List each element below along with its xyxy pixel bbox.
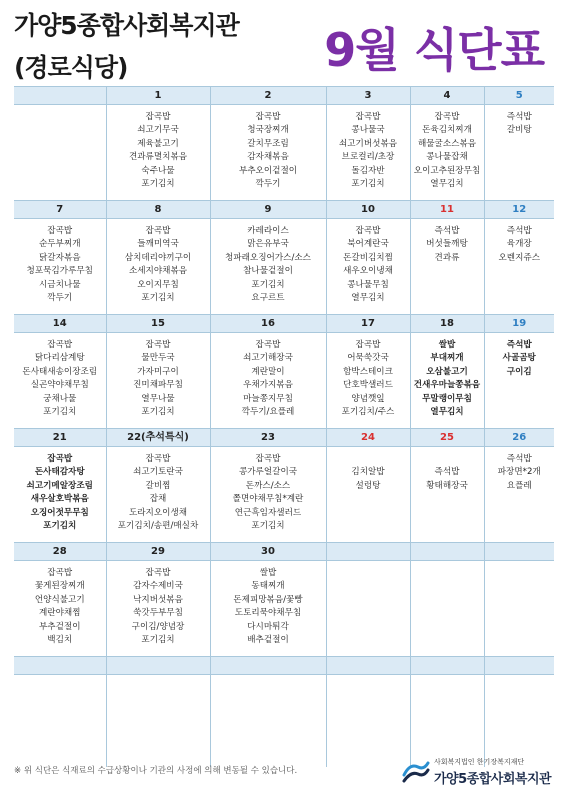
menu-item: 포기김치 (351, 179, 385, 190)
empty-header-row (14, 657, 554, 675)
menu-list (327, 219, 410, 305)
menu-item: 감자채볶음 (247, 152, 289, 163)
day-number: 29 (106, 543, 210, 561)
menu-item: 닭갈자볶음 (38, 252, 81, 263)
menu-item: 부대찌개 (430, 353, 464, 364)
menu-list (107, 333, 210, 419)
day-menu-cell (326, 219, 410, 315)
day-menu-cell (410, 333, 484, 429)
menu-item: 동태찌개 (251, 581, 285, 592)
empty-row (14, 675, 554, 768)
menu-item: 구이김/양념장 (131, 621, 185, 632)
menu-row (14, 333, 554, 429)
empty-cell (410, 675, 484, 768)
day-number: 30 (210, 543, 326, 561)
day-menu-cell (210, 561, 326, 657)
menu-item: 쇠고기메알장조림 (26, 480, 93, 491)
menu-list (14, 219, 106, 305)
menu-item: 즉석밥 (434, 226, 460, 236)
day-menu-cell (484, 219, 554, 315)
menu-row (14, 105, 554, 201)
menu-item: 열무김치 (430, 407, 464, 418)
menu-list (485, 333, 555, 379)
day-number: 11 (410, 201, 484, 219)
menu-item: 우채가지볶음 (243, 380, 293, 391)
menu-item: 포기김치/송편/매실차 (117, 521, 199, 532)
menu-item: 마늘쫑지무침 (243, 393, 293, 404)
menu-item: 돈사태새송이장조림 (22, 366, 98, 377)
day-menu-cell (326, 105, 410, 201)
menu-item: 콩나물잡채 (426, 152, 468, 163)
menu-item: 제육불고기 (137, 138, 179, 149)
day-menu-cell (210, 333, 326, 429)
menu-item: 단호박샐러드 (343, 380, 393, 391)
month-title: 9월 식단표 (324, 23, 544, 77)
menu-item: 돈육김치찌개 (422, 125, 472, 136)
menu-item: 갈비탕 (506, 125, 532, 136)
menu-item: 참나물겉절이 (243, 266, 293, 277)
menu-list (411, 561, 484, 567)
menu-item: 콩나물무침 (347, 279, 389, 290)
menu-list (107, 105, 210, 191)
menu-item: 돈갈비김치찜 (343, 252, 393, 263)
menu-item: 포기김치 (141, 407, 175, 418)
day-menu-cell (410, 105, 484, 201)
menu-item: 배추겉절이 (247, 635, 289, 646)
day-number: 1 (106, 87, 210, 105)
menu-item: 쑥갓두부무침 (133, 608, 183, 619)
footer-note: ※ 위 식단은 식재료의 수급상황이나 기관의 사정에 의해 변동될 수 있습니다. (14, 766, 298, 776)
day-menu-cell (484, 333, 554, 429)
menu-item: 구이김 (506, 366, 532, 377)
day-menu-cell (484, 561, 554, 657)
menu-item (411, 453, 484, 466)
day-number: 24 (326, 429, 410, 447)
menu-item: 잡곡밥 (355, 340, 381, 350)
menu-item: 김치알밥 (351, 467, 385, 478)
menu-item: 잡곡밥 (47, 454, 73, 464)
menu-item: 낙지버섯볶음 (133, 594, 183, 605)
menu-item: 쌀밥 (438, 340, 456, 350)
menu-item: 들깨미역국 (137, 239, 179, 250)
menu-item: 무말랭이무침 (422, 393, 472, 404)
menu-item: 소세지야채볶음 (128, 266, 188, 277)
menu-item: 포기김치 (141, 635, 175, 646)
menu-item: 잡곡밥 (145, 454, 171, 464)
day-menu-cell (484, 105, 554, 201)
menu-item: 잡곡밥 (145, 340, 171, 350)
menu-item: 청포묵김가루무침 (26, 266, 93, 277)
menu-list (14, 447, 106, 533)
menu-item: 설렁탕 (355, 480, 381, 491)
menu-item: 돌김자반 (351, 165, 385, 176)
menu-item: 잡곡밥 (145, 226, 171, 236)
menu-list (107, 561, 210, 647)
menu-item: 갈치무조림 (247, 138, 289, 149)
menu-item: 오이고추된장무침 (413, 165, 481, 176)
menu-item: 파장면*2개 (497, 467, 541, 478)
day-menu-cell (14, 333, 106, 429)
menu-item: 즉석밥 (434, 467, 460, 478)
day-number (326, 543, 410, 561)
day-number: 5 (484, 87, 554, 105)
day-number (410, 543, 484, 561)
menu-list (211, 447, 326, 533)
menu-item: 숙주나물 (141, 165, 175, 176)
menu-item: 북어계란국 (347, 239, 389, 250)
day-number: 15 (106, 315, 210, 333)
menu-item: 갈비찜 (145, 480, 171, 491)
wave-logo-icon (402, 759, 430, 785)
menu-list (327, 105, 410, 191)
day-menu-cell (106, 219, 210, 315)
menu-item: 돈사태감자탕 (34, 467, 85, 478)
menu-list (211, 219, 326, 305)
day-menu-cell (14, 561, 106, 657)
day-number-row (14, 87, 554, 105)
day-number-row (14, 429, 554, 447)
day-menu-cell (326, 333, 410, 429)
menu-item: 포기김치 (141, 179, 175, 190)
menu-list (211, 333, 326, 419)
menu-list (107, 447, 210, 533)
menu-item: 육개장 (506, 239, 532, 250)
day-number: 26 (484, 429, 554, 447)
menu-item: 잡곡밥 (255, 112, 281, 122)
empty-cell (484, 657, 554, 675)
menu-item: 잡곡밥 (47, 226, 73, 236)
menu-item: 잡곡밥 (255, 340, 281, 350)
menu-item: 열무김치 (351, 293, 385, 304)
menu-item: 쫄면야채무침*계란 (232, 494, 304, 505)
menu-item: 오삼불고기 (426, 366, 468, 377)
empty-cell (210, 657, 326, 675)
day-menu-cell (106, 333, 210, 429)
day-number: 22(추석특식) (106, 429, 210, 447)
empty-cell (14, 657, 106, 675)
menu-item: 황태해장국 (426, 480, 468, 491)
menu-item: 건새우마늘쫑볶음 (413, 380, 481, 391)
day-menu-cell (326, 561, 410, 657)
empty-cell (106, 657, 210, 675)
menu-item: 연근흑임자샐러드 (234, 507, 302, 518)
day-menu-cell (210, 219, 326, 315)
menu-row (14, 561, 554, 657)
menu-item: 다시마튀각 (247, 621, 289, 632)
menu-item: 물만두국 (141, 353, 175, 364)
menu-item: 어묵쑥갓국 (347, 353, 389, 364)
menu-item: 도토리묵야채무침 (234, 608, 302, 619)
menu-item: 감자수제비국 (133, 581, 183, 592)
empty-cell (210, 675, 326, 768)
menu-item: 열무나물 (141, 393, 175, 404)
menu-item: 쇠고기토란국 (133, 467, 183, 478)
menu-item: 버섯들깨탕 (426, 239, 468, 250)
menu-item: 카레라이스 (247, 226, 289, 236)
menu-list (107, 219, 210, 305)
empty-cell (326, 675, 410, 768)
day-menu-cell (106, 105, 210, 201)
menu-item: 오이지무침 (137, 279, 179, 290)
menu-item: 브로컬리/초장 (341, 152, 395, 163)
menu-item: 가자미구이 (137, 366, 179, 377)
menu-item: 잡곡밥 (355, 112, 381, 122)
day-menu-cell (14, 447, 106, 543)
menu-item: 쌀밥 (259, 568, 277, 578)
menu-item: 즉석밥 (506, 226, 532, 236)
menu-item: 열무김치 (430, 179, 464, 190)
menu-item: 잡곡밥 (145, 112, 171, 122)
menu-item: 깍두기 (47, 293, 73, 304)
menu-item: 콩가루얼갈이국 (238, 467, 298, 478)
menu-list (411, 447, 484, 493)
menu-list (327, 333, 410, 419)
menu-item: 콩나물국 (351, 125, 385, 136)
page-header (0, 0, 566, 86)
menu-item: 포기김치/주스 (341, 407, 395, 418)
menu-item: 요플레 (506, 480, 532, 491)
menu-item: 깍두기/요플레 (241, 407, 295, 418)
menu-list (327, 561, 410, 567)
day-number: 9 (210, 201, 326, 219)
menu-list (211, 561, 326, 647)
menu-item: 포기김치 (141, 293, 175, 304)
day-number: 16 (210, 315, 326, 333)
menu-list (485, 561, 555, 567)
menu-item: 도라지오이생채 (128, 507, 188, 518)
menu-item: 견과류멸치볶음 (128, 152, 188, 163)
menu-item: 계란말이 (251, 366, 285, 377)
empty-cell (14, 675, 106, 768)
day-menu-cell (210, 447, 326, 543)
menu-item: 오징어젓무무침 (30, 507, 89, 518)
day-menu-cell (14, 105, 106, 201)
menu-list (411, 105, 484, 191)
menu-list (485, 219, 555, 265)
menu-item: 잡곡밥 (255, 454, 281, 464)
day-number: 2 (210, 87, 326, 105)
day-number: 28 (14, 543, 106, 561)
empty-cell (484, 675, 554, 768)
menu-item: 잡곡밥 (47, 340, 73, 350)
menu-calendar (14, 86, 554, 767)
menu-list (485, 105, 555, 138)
logo-foundation-text: 사회복지법인 한기장복지재단 (434, 758, 525, 766)
menu-item: 포기김치 (43, 407, 77, 418)
menu-item: 양념깻잎 (351, 393, 385, 404)
empty-cell (326, 657, 410, 675)
menu-item: 즉석밥 (506, 112, 532, 122)
menu-item: 쇠고기버섯볶음 (338, 138, 398, 149)
day-menu-cell (106, 447, 210, 543)
menu-item: 시금치나물 (38, 279, 81, 290)
menu-item: 청국장찌개 (247, 125, 289, 136)
menu-item: 잡곡밥 (47, 568, 73, 578)
day-number: 18 (410, 315, 484, 333)
menu-item: 잡곡밥 (355, 226, 381, 236)
menu-item: 계란야채찜 (38, 608, 81, 619)
menu-item: 백김치 (47, 635, 73, 646)
day-number: 19 (484, 315, 554, 333)
menu-item: 궁채나물 (43, 393, 77, 404)
menu-item: 순두부찌개 (38, 239, 81, 250)
day-number-row (14, 201, 554, 219)
menu-item: 언양식불고기 (34, 594, 85, 605)
day-number: 8 (106, 201, 210, 219)
menu-list (14, 105, 106, 111)
menu-item: 새우오이냉채 (343, 266, 393, 277)
menu-item: 부추오이겉절이 (238, 165, 298, 176)
menu-item: 즉석밥 (506, 454, 532, 464)
day-number: 21 (14, 429, 106, 447)
menu-list (14, 333, 106, 419)
menu-item: 돈까스/소스 (245, 480, 291, 491)
menu-item: 함박스테이크 (343, 366, 393, 377)
day-number-row (14, 315, 554, 333)
menu-list (14, 561, 106, 647)
menu-item: 꽃게된장찌개 (34, 581, 85, 592)
menu-item: 사골곰탕 (502, 353, 536, 364)
day-number (14, 87, 106, 105)
day-number: 23 (210, 429, 326, 447)
menu-item: 쇠고기무국 (137, 125, 179, 136)
menu-item: 닭다리삼계탕 (34, 353, 85, 364)
day-number: 25 (410, 429, 484, 447)
day-number (484, 543, 554, 561)
menu-item: 돈제피망볶음/꽃빵 (233, 594, 303, 605)
day-menu-cell (326, 447, 410, 543)
menu-list (485, 447, 555, 493)
menu-row (14, 219, 554, 315)
day-menu-cell (106, 561, 210, 657)
menu-row (14, 447, 554, 543)
day-menu-cell (484, 447, 554, 543)
day-number: 3 (326, 87, 410, 105)
menu-list (411, 219, 484, 265)
day-menu-cell (410, 447, 484, 543)
footer-logo (402, 755, 552, 791)
menu-item: 잡채 (149, 494, 167, 505)
menu-item: 진미채파무침 (133, 380, 183, 391)
menu-item (327, 453, 410, 466)
day-menu-cell (410, 219, 484, 315)
menu-item: 삼치데리야끼구이 (124, 252, 192, 263)
menu-item: 맑은유부국 (247, 239, 289, 250)
menu-item: 잡곡밥 (145, 568, 171, 578)
org-title: 가양5종합사회복지관 (14, 11, 239, 40)
menu-item: 부추겉절이 (38, 621, 81, 632)
menu-item: 잡곡밥 (434, 112, 460, 122)
menu-item: 포기김치 (251, 279, 285, 290)
menu-item: 포기김치 (43, 521, 77, 532)
day-number: 17 (326, 315, 410, 333)
menu-item: 쇠고기해장국 (243, 353, 293, 364)
day-menu-cell (210, 105, 326, 201)
menu-item: 실곤약야채무침 (30, 380, 89, 391)
empty-cell (410, 657, 484, 675)
menu-item: 새우살호박볶음 (30, 494, 89, 505)
day-menu-cell (410, 561, 484, 657)
menu-item: 청파래오징어가스/소스 (225, 252, 311, 263)
empty-cell (106, 675, 210, 768)
menu-item: 견과류 (434, 252, 460, 263)
menu-item: 깍두기 (255, 179, 281, 190)
menu-item: 오렌지쥬스 (498, 252, 540, 263)
menu-list (411, 333, 484, 419)
day-menu-cell (14, 219, 106, 315)
day-number: 7 (14, 201, 106, 219)
menu-list (211, 105, 326, 191)
menu-item: 해물굴소스볶음 (417, 138, 477, 149)
menu-item: 즉석밥 (506, 340, 532, 350)
day-number: 14 (14, 315, 106, 333)
day-number: 4 (410, 87, 484, 105)
menu-item: 포기김치 (251, 521, 285, 532)
day-number: 12 (484, 201, 554, 219)
menu-list (327, 447, 410, 493)
menu-item: 요구르트 (251, 293, 285, 304)
logo-org-name: 가양5종합사회복지관 (434, 772, 552, 787)
day-number-row (14, 543, 554, 561)
day-number: 10 (326, 201, 410, 219)
org-subtitle: (경로식당) (14, 53, 128, 82)
